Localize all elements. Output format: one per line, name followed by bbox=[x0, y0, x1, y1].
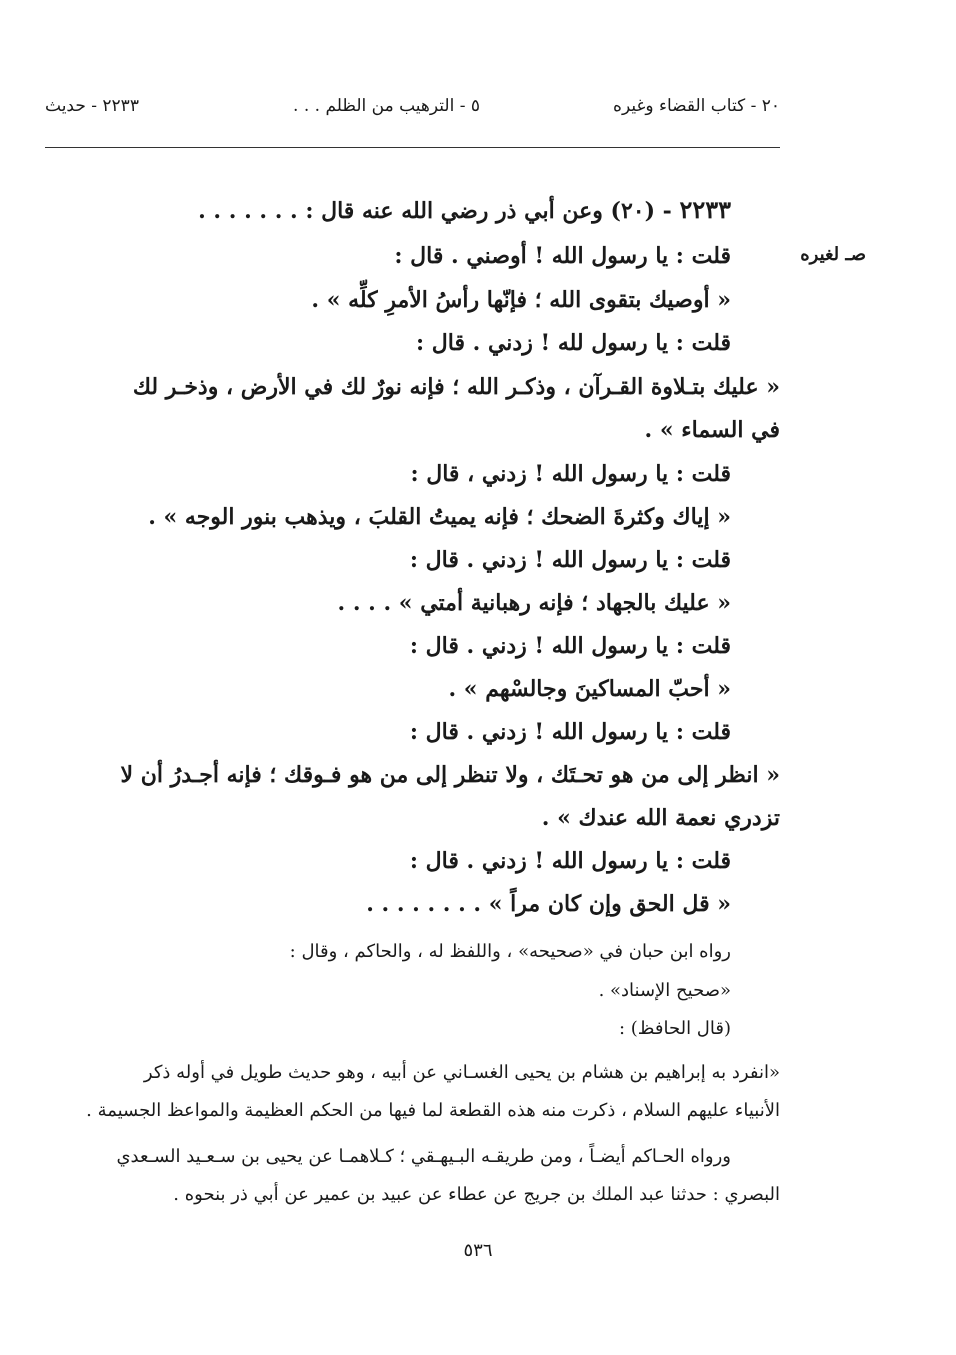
header-hadith-number: ٢٢٣٣ - حديث bbox=[45, 96, 139, 116]
page-number: ٥٣٦ bbox=[463, 1240, 493, 1261]
note-line: (قال الحافظ) : bbox=[619, 1018, 731, 1039]
text-line: « قل الحق وإن كان مراً » . . . . . . . . bbox=[366, 891, 731, 917]
text-line: « إياك وكثرةَ الضحك ؛ فإنه يميتُ القلبَ ، ويذهب بنور الوجه » . bbox=[148, 504, 731, 530]
text-line: « انظر إلى من هو تحـتَك ، ولا تنظر إلى من هو فـوقك ؛ فإنه أجـدرُ أن لا bbox=[120, 762, 780, 788]
text-line: في السماء » . bbox=[644, 417, 780, 443]
header-book-title: ٢٠ - كتاب القضاء وغيره bbox=[613, 96, 780, 116]
note-line: «صحيح الإسناد» . bbox=[598, 980, 731, 1001]
text-line: قلت : يا رسول الله ! زدني . قال : bbox=[409, 633, 731, 659]
text-line: « عليك بتـلاوة القـرآن ، وذكـر الله ؛ فإنه نورٌ لك في الأرض ، وذخـر لك bbox=[132, 374, 780, 400]
text-line: « أحبّ المساكينَ وجالسْهم » . bbox=[448, 676, 731, 702]
text-line: قلت : يا رسول لله ! زدني . قال : bbox=[416, 330, 731, 356]
text-line: قلت : يا رسول الله ! زدني . قال : bbox=[409, 719, 731, 745]
note-line: البصري : حدثنا عبد الملك بن جريج عن عطاء عن عبيد بن عمير عن أبي ذر بنحوه . bbox=[173, 1184, 780, 1205]
hadith-opening-line: ٢٢٣٣ - (٢٠) وعن أبي ذر رضي الله عنه قال : . . . . . . . bbox=[198, 195, 731, 224]
note-line: الأنبياء عليهم السلام ، ذكرت منه هذه القطعة لما فيها من الحكم العظيمة والمواعظ الجسيمة . bbox=[86, 1100, 780, 1121]
text-line: قلت : يا رسول الله ! زدني ، قال : bbox=[410, 461, 731, 487]
text-line: تزدري نعمة الله عندك » . bbox=[541, 805, 780, 831]
text-line: « أوصيك بتقوى الله ؛ فإنّها رأسُ الأمرِ كلِّه » . bbox=[311, 287, 731, 313]
note-line: «انفرد به إبراهيم بن هشام بن يحيى الغسـاني عن أبيه ، وهو حديث طويل في أوله ذكر bbox=[143, 1062, 780, 1083]
running-header bbox=[45, 96, 780, 128]
text-line: قلت : يا رسول الله ! أوصني . قال : bbox=[394, 243, 731, 269]
margin-grade: صـ لغيره bbox=[800, 244, 866, 265]
text-line: « عليك بالجهاد ؛ فإنه رهبانية أمتي » . . . . bbox=[337, 590, 731, 616]
header-chapter-title: ٥ - الترهيب من الظلم . . . bbox=[293, 96, 480, 116]
text-line: قلت : يا رسول الله ! زدني . قال : bbox=[409, 547, 731, 573]
hadith-number: ٢٢٣٣ bbox=[679, 195, 731, 224]
header-divider bbox=[45, 147, 780, 148]
note-line: رواه ابن حبان في «صحيحه» ، واللفظ له ، والحاكم ، وقال : bbox=[289, 941, 731, 962]
note-line: ورواه الحـاكم أيضـاً ، ومن طريقـه البـيهـقي ؛ كـلاهمـا عن يحيى بن سـعـيد السـعدي bbox=[116, 1146, 731, 1167]
text-line: قلت : يا رسول الله ! زدني . قال : bbox=[409, 848, 731, 874]
